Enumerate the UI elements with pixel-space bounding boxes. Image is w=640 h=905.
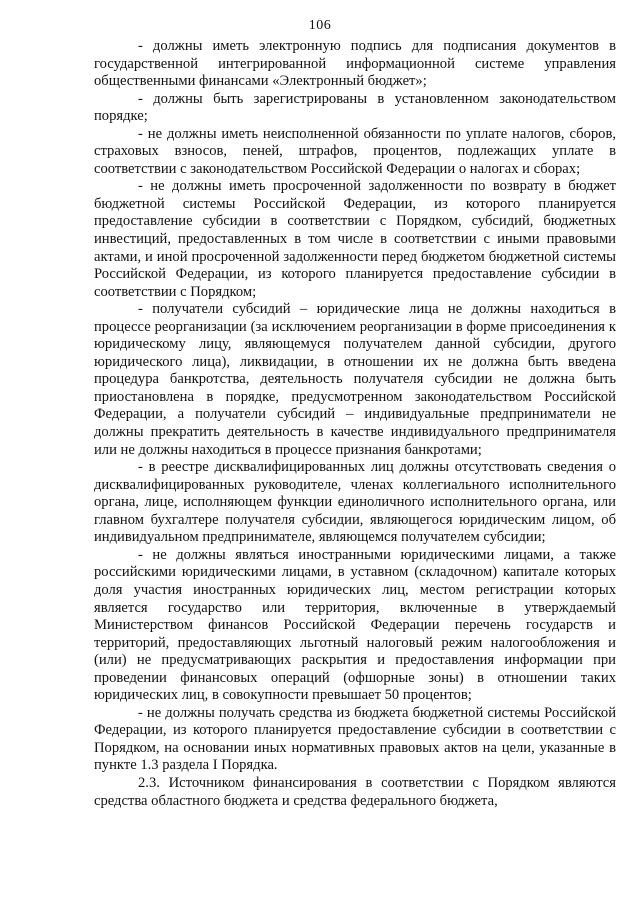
document-body: [94, 38, 616, 810]
paragraph-foreign-entities: - не должны являться иностранными юридическими лицами, а также российскими юридическими лицами, в уставном (складочном) капитале которых доля участия иностранных юридических лиц, местом регистрации которых является государство или территория, включенные в утверждаемый Министерством финансов Российской Федерации перечень государств и территорий, предоставляющих льготный налоговый режим налогообложения и (или) не предусматривающих раскрытия и предоставления информации при проведении финансовых операций (офшорные зоны) в отношении таких юридических лиц, в совокупности превышает 50 процентов;: [94, 546, 616, 704]
paragraph-reorganization: - получатели субсидий – юридические лица не должны находиться в процессе реорганизации (за исключением реорганизации в форме присоединения к юридическому лицу, являющемуся получателем данной субсидии, другого юридического лица), ликвидации, в отношении их не должна быть введена процедура банкротства, деятельность получателя субсидии не должна быть приостановлена в порядке, предусмотренном законодательством Российской Федерации, а получатели субсидий – индивидуальные предприниматели не должны прекратить деятельность в качестве индивидуального предпринимателя или не должны находиться в процессе признания банкротами;: [94, 301, 616, 458]
paragraph-financing-source: 2.3. Источником финансирования в соответствии с Порядком являются средства областного бюджета и средства федерального бюджета,: [94, 774, 616, 809]
paragraph-tax-obligations: - не должны иметь неисполненной обязанности по уплате налогов, сборов, страховых взносов, пеней, штрафов, процентов, подлежащих уплате в соответствии с законодательством Российской Федерации о налогах и сборах;: [94, 125, 616, 177]
paragraph-overdue-debt: - не должны иметь просроченной задолженности по возврату в бюджет бюджетной системы Российской Федерации, из которого планируется предоставление субсидии в соответствии с Порядком, субсидий, бюджетных инвестиций, предоставленных в том числе в соответствии с иными правовыми актами, и иной просроченной задолженности перед бюджетом бюджетной системы Российской Федерации, из которого планируется предоставление субсидии в соответствии с Порядком;: [94, 178, 616, 300]
paragraph-registration: - должны быть зарегистрированы в установленном законодательством порядке;: [94, 90, 616, 125]
paragraph-other-funds: - не должны получать средства из бюджета бюджетной системы Российской Федерации, из которого планируется предоставление субсидии в соответствии с Порядком, на основании иных нормативных правовых актов на цели, указанные в пункте 1.3 раздела I Порядка.: [94, 704, 616, 774]
paragraph-disqualified-persons: - в реестре дисквалифицированных лиц должны отсутствовать сведения о дисквалифицированных руководителе, членах коллегиального исполнительного органа, лице, исполняющем функции единоличного исполнительного органа, или главном бухгалтере получателя субсидии, являющегося юридическим лицом, об индивидуальном предпринимателе, являющемся получателем субсидии;: [94, 459, 616, 546]
page-number: 106: [308, 18, 332, 33]
paragraph-electronic-signature: - должны иметь электронную подпись для подписания документов в государственной интегрированной информационной системе управления общественными финансами «Электронный бюджет»;: [94, 38, 616, 90]
